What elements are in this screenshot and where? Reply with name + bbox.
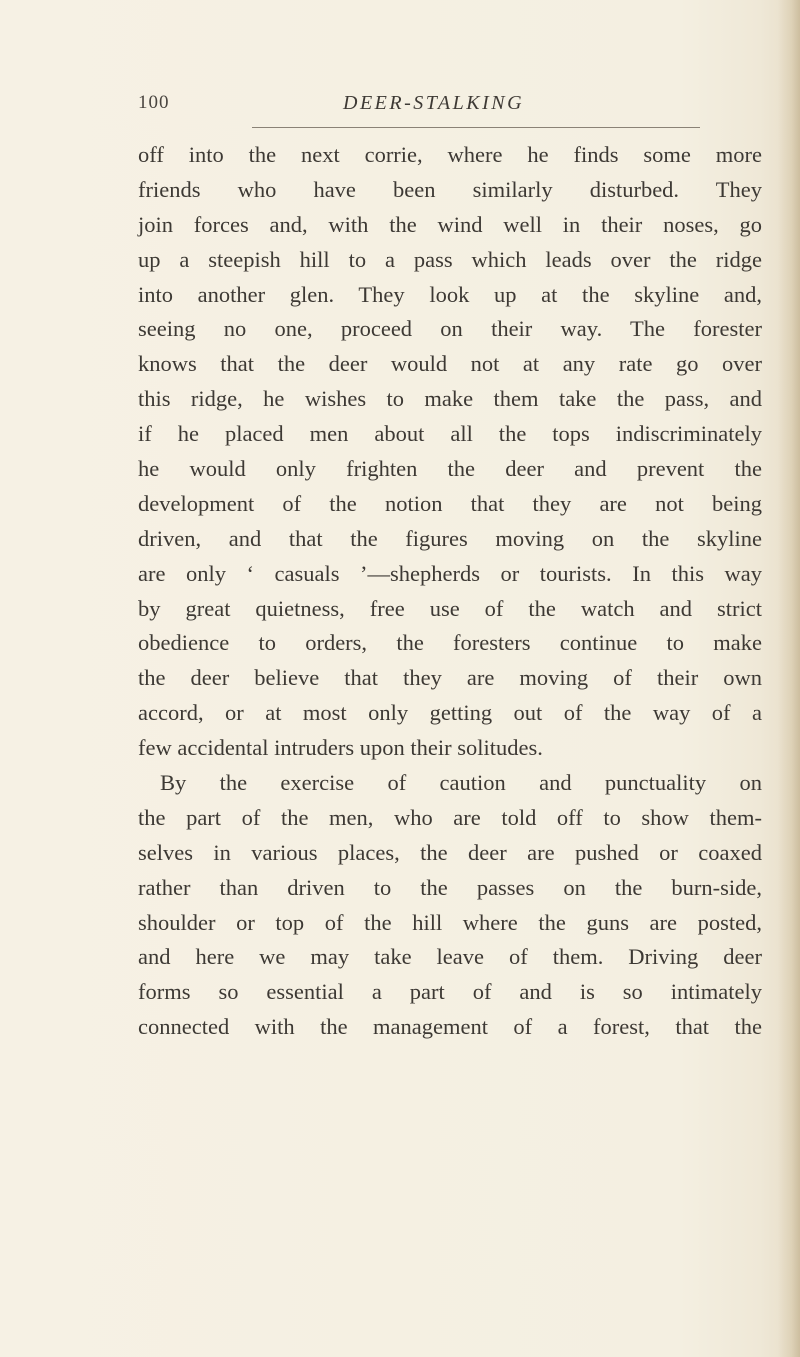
- text-line: into another glen. They look up at the skyline and,: [138, 281, 762, 307]
- running-head: DEER-STALKING: [343, 92, 525, 114]
- text-line: by great quietness, free use of the watch and strict: [138, 595, 762, 621]
- text-line: forms so essential a part of and is so intimately: [138, 979, 762, 1005]
- text-line: seeing no one, proceed on their way. The forester: [138, 316, 762, 342]
- text-line: friends who have been similarly disturbed. They: [138, 176, 762, 202]
- text-line: By the exercise of caution and punctuality on: [160, 770, 762, 796]
- page-header: [138, 92, 760, 126]
- text-line: few accidental intruders upon their solitudes.: [138, 735, 543, 761]
- text-line: connected with the management of a forest, that the: [138, 1014, 762, 1040]
- text-line: are only ‘ casuals ’—shepherds or tourists. In this way: [138, 560, 762, 586]
- paragraph: [138, 766, 762, 1045]
- text-line: off into the next corrie, where he finds some more: [138, 142, 762, 167]
- text-line: rather than driven to the passes on the burn-side,: [138, 874, 762, 900]
- page-number: 100: [138, 92, 170, 113]
- body-text: [138, 138, 762, 1045]
- text-line: and here we may take leave of them. Driving deer: [138, 944, 762, 970]
- text-line: the deer believe that they are moving of their own: [138, 665, 762, 691]
- text-line: driven, and that the figures moving on the skyline: [138, 525, 762, 551]
- text-line: shoulder or top of the hill where the guns are posted,: [138, 909, 762, 935]
- paragraph: [138, 138, 762, 766]
- text-line: obedience to orders, the foresters continue to make: [138, 630, 762, 656]
- text-line: accord, or at most only getting out of the way of a: [138, 700, 762, 726]
- page-edge-shadow: [778, 0, 800, 1357]
- text-line: selves in various places, the deer are pushed or coaxed: [138, 839, 762, 865]
- text-line: if he placed men about all the tops indiscriminately: [138, 421, 762, 447]
- text-line: development of the notion that they are not being: [138, 490, 762, 516]
- text-line: up a steepish hill to a pass which leads over the ridge: [138, 246, 762, 272]
- header-rule: [252, 127, 700, 128]
- text-line: the part of the men, who are told off to show them-: [138, 804, 762, 830]
- text-line: this ridge, he wishes to make them take the pass, and: [138, 386, 762, 412]
- text-line: he would only frighten the deer and prevent the: [138, 456, 762, 482]
- text-line: join forces and, with the wind well in their noses, go: [138, 211, 762, 237]
- text-line: knows that the deer would not at any rate go over: [138, 351, 762, 377]
